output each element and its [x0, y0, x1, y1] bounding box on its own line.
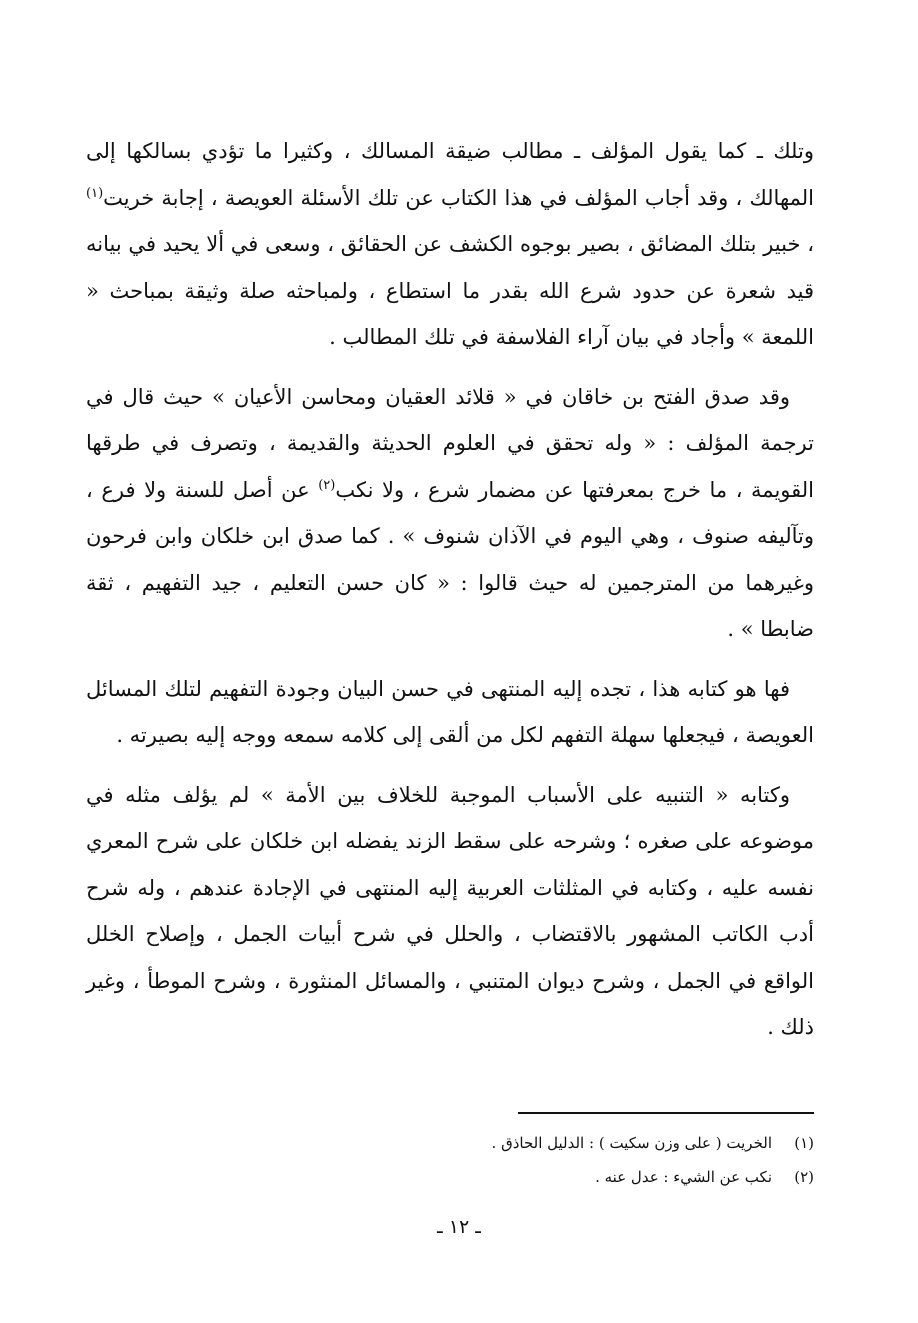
paragraph-2 — [86, 374, 814, 653]
footnote-text: الخريت ( على وزن سكيت ) : الدليل الحاذق . — [491, 1134, 772, 1152]
paragraph-4: وكتابه « التنبيه على الأسباب الموجبة للخلاف بين الأمة » لم يؤلف مثله في موضوعه على صغره ؛ وشرحه على سقط الزند يفضله ابن خلكان على شرح المعري نفسه عليه ، وكتابه في المثلثات العربية إليه المنتهى في الإجادة عندهم ، وله شرح أدب الكاتب المشهور بالاقتضاب ، والحلل في شرح أبيات الجمل ، وإصلاح الخلل الواقع في الجمل ، وشرح ديوان المتنبي ، والمسائل المنثورة ، وشرح الموطأ ، وغير ذلك . — [86, 782, 814, 1039]
footnote-2 — [214, 1160, 814, 1194]
paragraph-1 — [86, 128, 814, 361]
footnote-1 — [214, 1126, 814, 1160]
paragraph-1-text-rest: ، خبير بتلك المضائق ، بصير بوجوه الكشف عن الحقائق ، وسعى في ألا يحيد في بيانه قيد شعرة عن حدود شرع الله بقدر ما استطاع ، ولمباحثه صلة وثيقة بمباحث « اللمعة » وأجاد في بيان آراء الفلاسفة في تلك المطالب . — [86, 232, 814, 349]
footnote-ref-1: (١) — [86, 185, 104, 201]
footnote-ref-2: (٢) — [318, 477, 336, 493]
paragraph-1-text: وتلك ـ كما يقول المؤلف ـ مطالب ضيقة المسالك ، وكثيرا ما تؤدي بسالكها إلى المهالك ، وقد أجاب المؤلف في هذا الكتاب عن تلك الأسئلة العويصة ، إجابة خريت — [86, 139, 814, 210]
paragraph-3: فها هو كتابه هذا ، تجده إليه المنتهى في حسن البيان وجودة التفهيم لتلك المسائل العويصة ، فيجعلها سهلة التفهم لكل من ألقى إلى كلامه سمعه ووجه إليه بصيرته . — [86, 676, 814, 747]
footnote-number: (١) — [794, 1134, 814, 1152]
footnotes — [214, 1126, 814, 1194]
paragraph-2-text-rest: عن أصل للسنة ولا فرع ، وتآليفه صنوف ، وهي اليوم في الآذان شنوف » . كما صدق ابن خلكان وابن فرحون وغيرهما من المترجمين له حيث قالوا : « كان حسن التعليم ، جيد التفهيم ، ثقة ضابطا » . — [86, 477, 814, 641]
page-number: ـ ١٢ ـ — [437, 1216, 481, 1238]
footnote-divider — [518, 1112, 814, 1114]
paragraph-2-text: وقد صدق الفتح بن خاقان في « قلائد العقيان ومحاسن الأعيان » حيث قال في ترجمة المؤلف : « وله تحقق في العلوم الحديثة والقديمة ، وتصرف في طرقها القويمة ، ما خرج بمعرفتها عن مضمار شرع ، ولا نكب — [86, 384, 814, 502]
main-text — [86, 128, 814, 1064]
footnote-number: (٢) — [794, 1168, 814, 1186]
footnote-text: نكب عن الشيء : عدل عنه . — [595, 1168, 772, 1186]
